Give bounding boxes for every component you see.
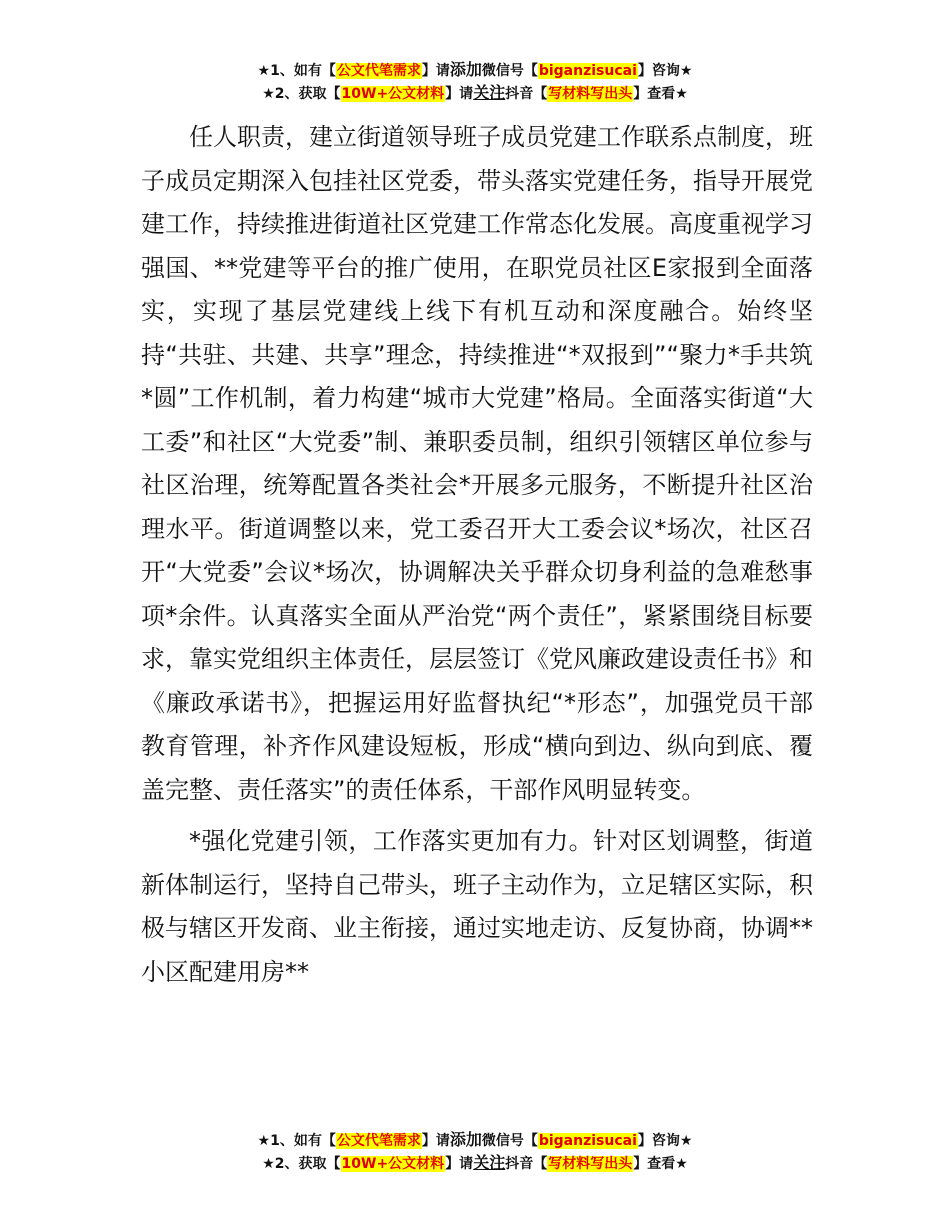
footer-line-1-emphasis: 添加 (449, 1130, 482, 1149)
footer-line-2-mid: 】请 (445, 1156, 474, 1172)
footer-line-2-prefix: ★2、获取【 (262, 1156, 341, 1172)
header-line-2-highlight-douyin: 写材料写出头 (548, 86, 633, 102)
footer-line-2-suffix: 】查看★ (633, 1156, 688, 1172)
header-line-2-mid: 】请 (445, 86, 474, 102)
header-line-2-mid2: 抖音【 (505, 86, 548, 102)
footer-line-1-prefix: ★1、如有【 (257, 1133, 336, 1149)
header-line-1 (0, 59, 950, 82)
header-line-2-prefix: ★2、获取【 (262, 86, 341, 102)
header-line-2 (0, 82, 950, 105)
header-line-2-suffix: 】查看★ (633, 86, 688, 102)
header-line-1-mid2: 微信号【 (481, 63, 538, 79)
footer-line-1-mid: 】请 (421, 1133, 450, 1149)
document-body (141, 116, 813, 994)
footer-line-1-mid2: 微信号【 (481, 1133, 538, 1149)
header-line-1-suffix: 】咨询★ (637, 63, 693, 79)
footer-line-1-suffix: 】咨询★ (637, 1133, 693, 1149)
footer-line-2-emphasis: 关注 (473, 1153, 506, 1172)
footer-line-2-mid2: 抖音【 (505, 1156, 548, 1172)
body-paragraph-1: 任人职责，建立街道领导班子成员党建工作联系点制度，班子成员定期深入包挂社区党委，带头落实党建任务，指导开展党建工作，持续推进街道社区党建工作常态化发展。高度重视学习强国、**党建等平台的推广使用，在职党员社区E家报到全面落实，实现了基层党建线上线下有机互动和深度融合。始终坚持“共驻、共建、共享”理念，持续推进“*双报到”“聚力*手共筑*圆”工作机制，着力构建“城市大党建”格局。全面落实街道“大工委”和社区“大党委”制、兼职委员制，组织引领辖区单位参与社区治理，统筹配置各类社会*开展多元服务，不断提升社区治理水平。街道调整以来，党工委召开大工委会议*场次，社区召开“大党委”会议*场次，协调解决关乎群众切身利益的急难愁事项*余件。认真落实全面从严治党“两个责任”，紧紧围绕目标要求，靠实党组织主体责任，层层签订《党风廉政建设责任书》和《廉政承诺书》，把握运用好监督执纪“*形态”，加强党员干部教育管理，补齐作风建设短板，形成“横向到边、纵向到底、覆盖完整、责任落实”的责任体系，干部作风明显转变。 (141, 123, 813, 804)
header-line-2-highlight-materials: 10W+公文材料 (341, 86, 445, 102)
header-line-1-highlight-wechat: biganzisucai (538, 63, 637, 79)
footer-line-2-highlight-materials: 10W+公文材料 (341, 1156, 445, 1172)
footer-line-2-highlight-douyin: 写材料写出头 (548, 1156, 633, 1172)
header-line-1-mid: 】请 (421, 63, 450, 79)
header-line-1-prefix: ★1、如有【 (257, 63, 336, 79)
footer-banner (0, 1129, 950, 1175)
footer-line-1-highlight-service: 公文代笔需求 (336, 1133, 421, 1149)
header-line-2-emphasis: 关注 (473, 83, 506, 102)
header-line-1-emphasis: 添加 (449, 60, 482, 79)
header-banner (0, 59, 950, 105)
footer-line-1-highlight-wechat: biganzisucai (538, 1133, 637, 1149)
header-line-1-highlight-service: 公文代笔需求 (336, 63, 421, 79)
footer-line-1 (0, 1129, 950, 1152)
body-paragraph-2: *强化党建引领，工作落实更加有力。针对区划调整，街道新体制运行，坚持自己带头，班子主动作为，立足辖区实际，积极与辖区开发商、业主衔接，通过实地走访、反复协商，协调**小区配建用房** (141, 827, 813, 986)
footer-line-2 (0, 1152, 950, 1175)
